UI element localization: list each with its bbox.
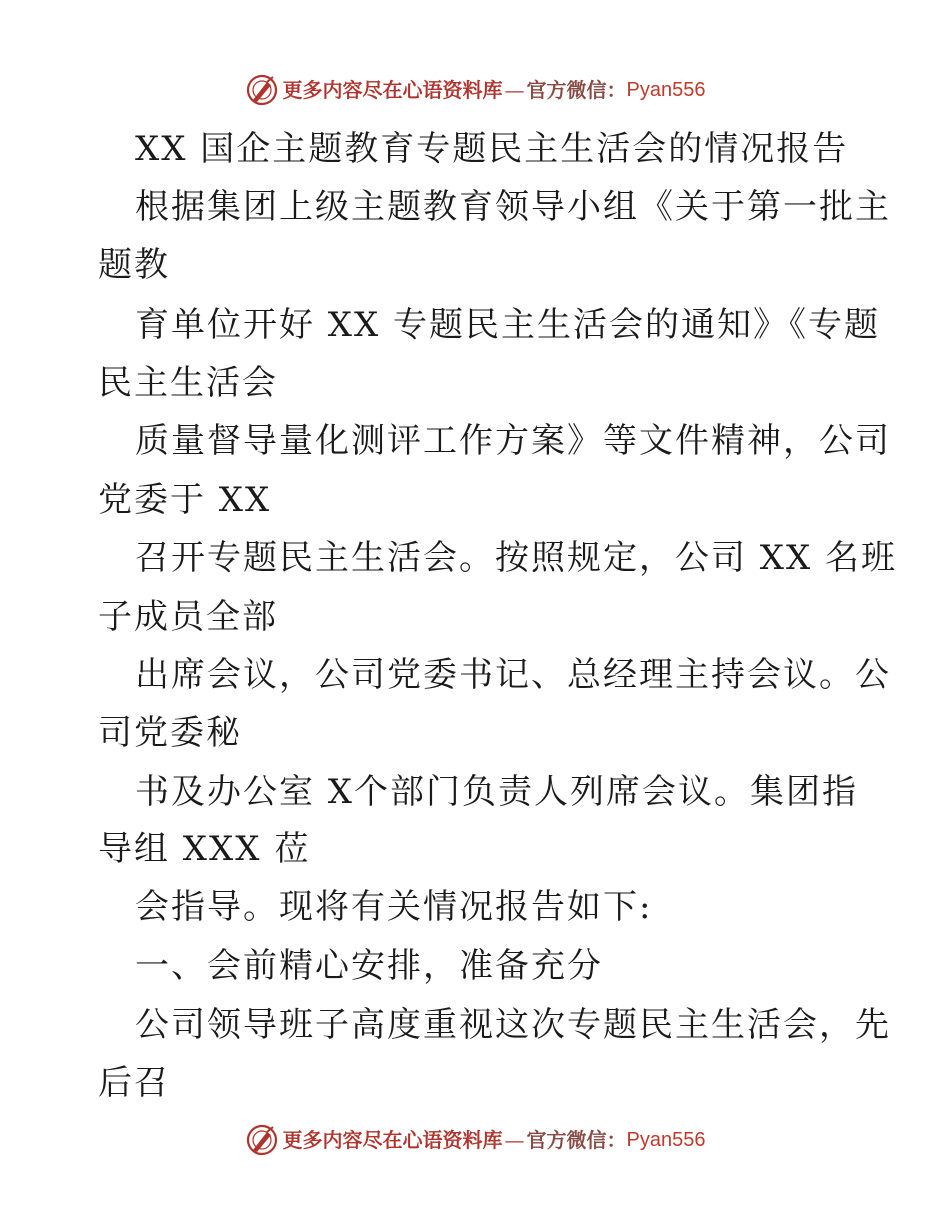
quill-logo-icon xyxy=(245,73,279,107)
paragraph-line: 育单位开好 XX 专题民主生活会的通知》《专题 xyxy=(135,305,881,345)
paragraph-line: 导组 XXX 莅 xyxy=(98,829,311,869)
paragraph-line: 根据集团上级主题教育领导小组《关于第一批主 xyxy=(135,187,891,227)
document-title: XX 国企主题教育专题民主生活会的情况报告 xyxy=(135,129,849,169)
quill-logo-icon xyxy=(245,1123,279,1157)
paragraph-line: 质量督导量化测评工作方案》等文件精神，公司 xyxy=(135,421,891,461)
paragraph-line: 书及办公室 X个部门负责人列席会议。集团指 xyxy=(135,772,859,812)
paragraph-line: 后召 xyxy=(98,1063,170,1103)
banner-dash: — xyxy=(504,1128,525,1152)
paragraph-line: 党委于 XX xyxy=(98,480,272,520)
banner-site-text: 更多内容尽在心语资料库 xyxy=(282,78,503,102)
banner-site-text: 更多内容尽在心语资料库 xyxy=(282,1128,503,1152)
header-watermark-banner xyxy=(0,70,950,110)
paragraph-line: 公司领导班子高度重视这次专题民主生活会，先 xyxy=(135,1005,891,1045)
banner-official-label: 官方微信： xyxy=(526,1128,627,1152)
footer-watermark-banner xyxy=(0,1120,950,1160)
banner-handle: Pyan556 xyxy=(626,1129,706,1151)
banner-official-label: 官方微信： xyxy=(526,78,627,102)
paragraph-line: 召开专题民主生活会。按照规定，公司 XX 名班 xyxy=(135,538,898,578)
paragraph-line: 题教 xyxy=(98,245,170,285)
paragraph-line: 民主生活会 xyxy=(98,363,278,403)
section-heading: 一、会前精心安排，准备充分 xyxy=(135,946,603,986)
banner-dash: — xyxy=(504,78,525,102)
paragraph-line: 会指导。现将有关情况报告如下: xyxy=(135,887,653,927)
banner-handle: Pyan556 xyxy=(626,79,706,101)
paragraph-line: 子成员全部 xyxy=(98,597,278,637)
paragraph-line: 出席会议，公司党委书记、总经理主持会议。公 xyxy=(135,655,891,695)
paragraph-line: 司党委秘 xyxy=(98,713,242,753)
